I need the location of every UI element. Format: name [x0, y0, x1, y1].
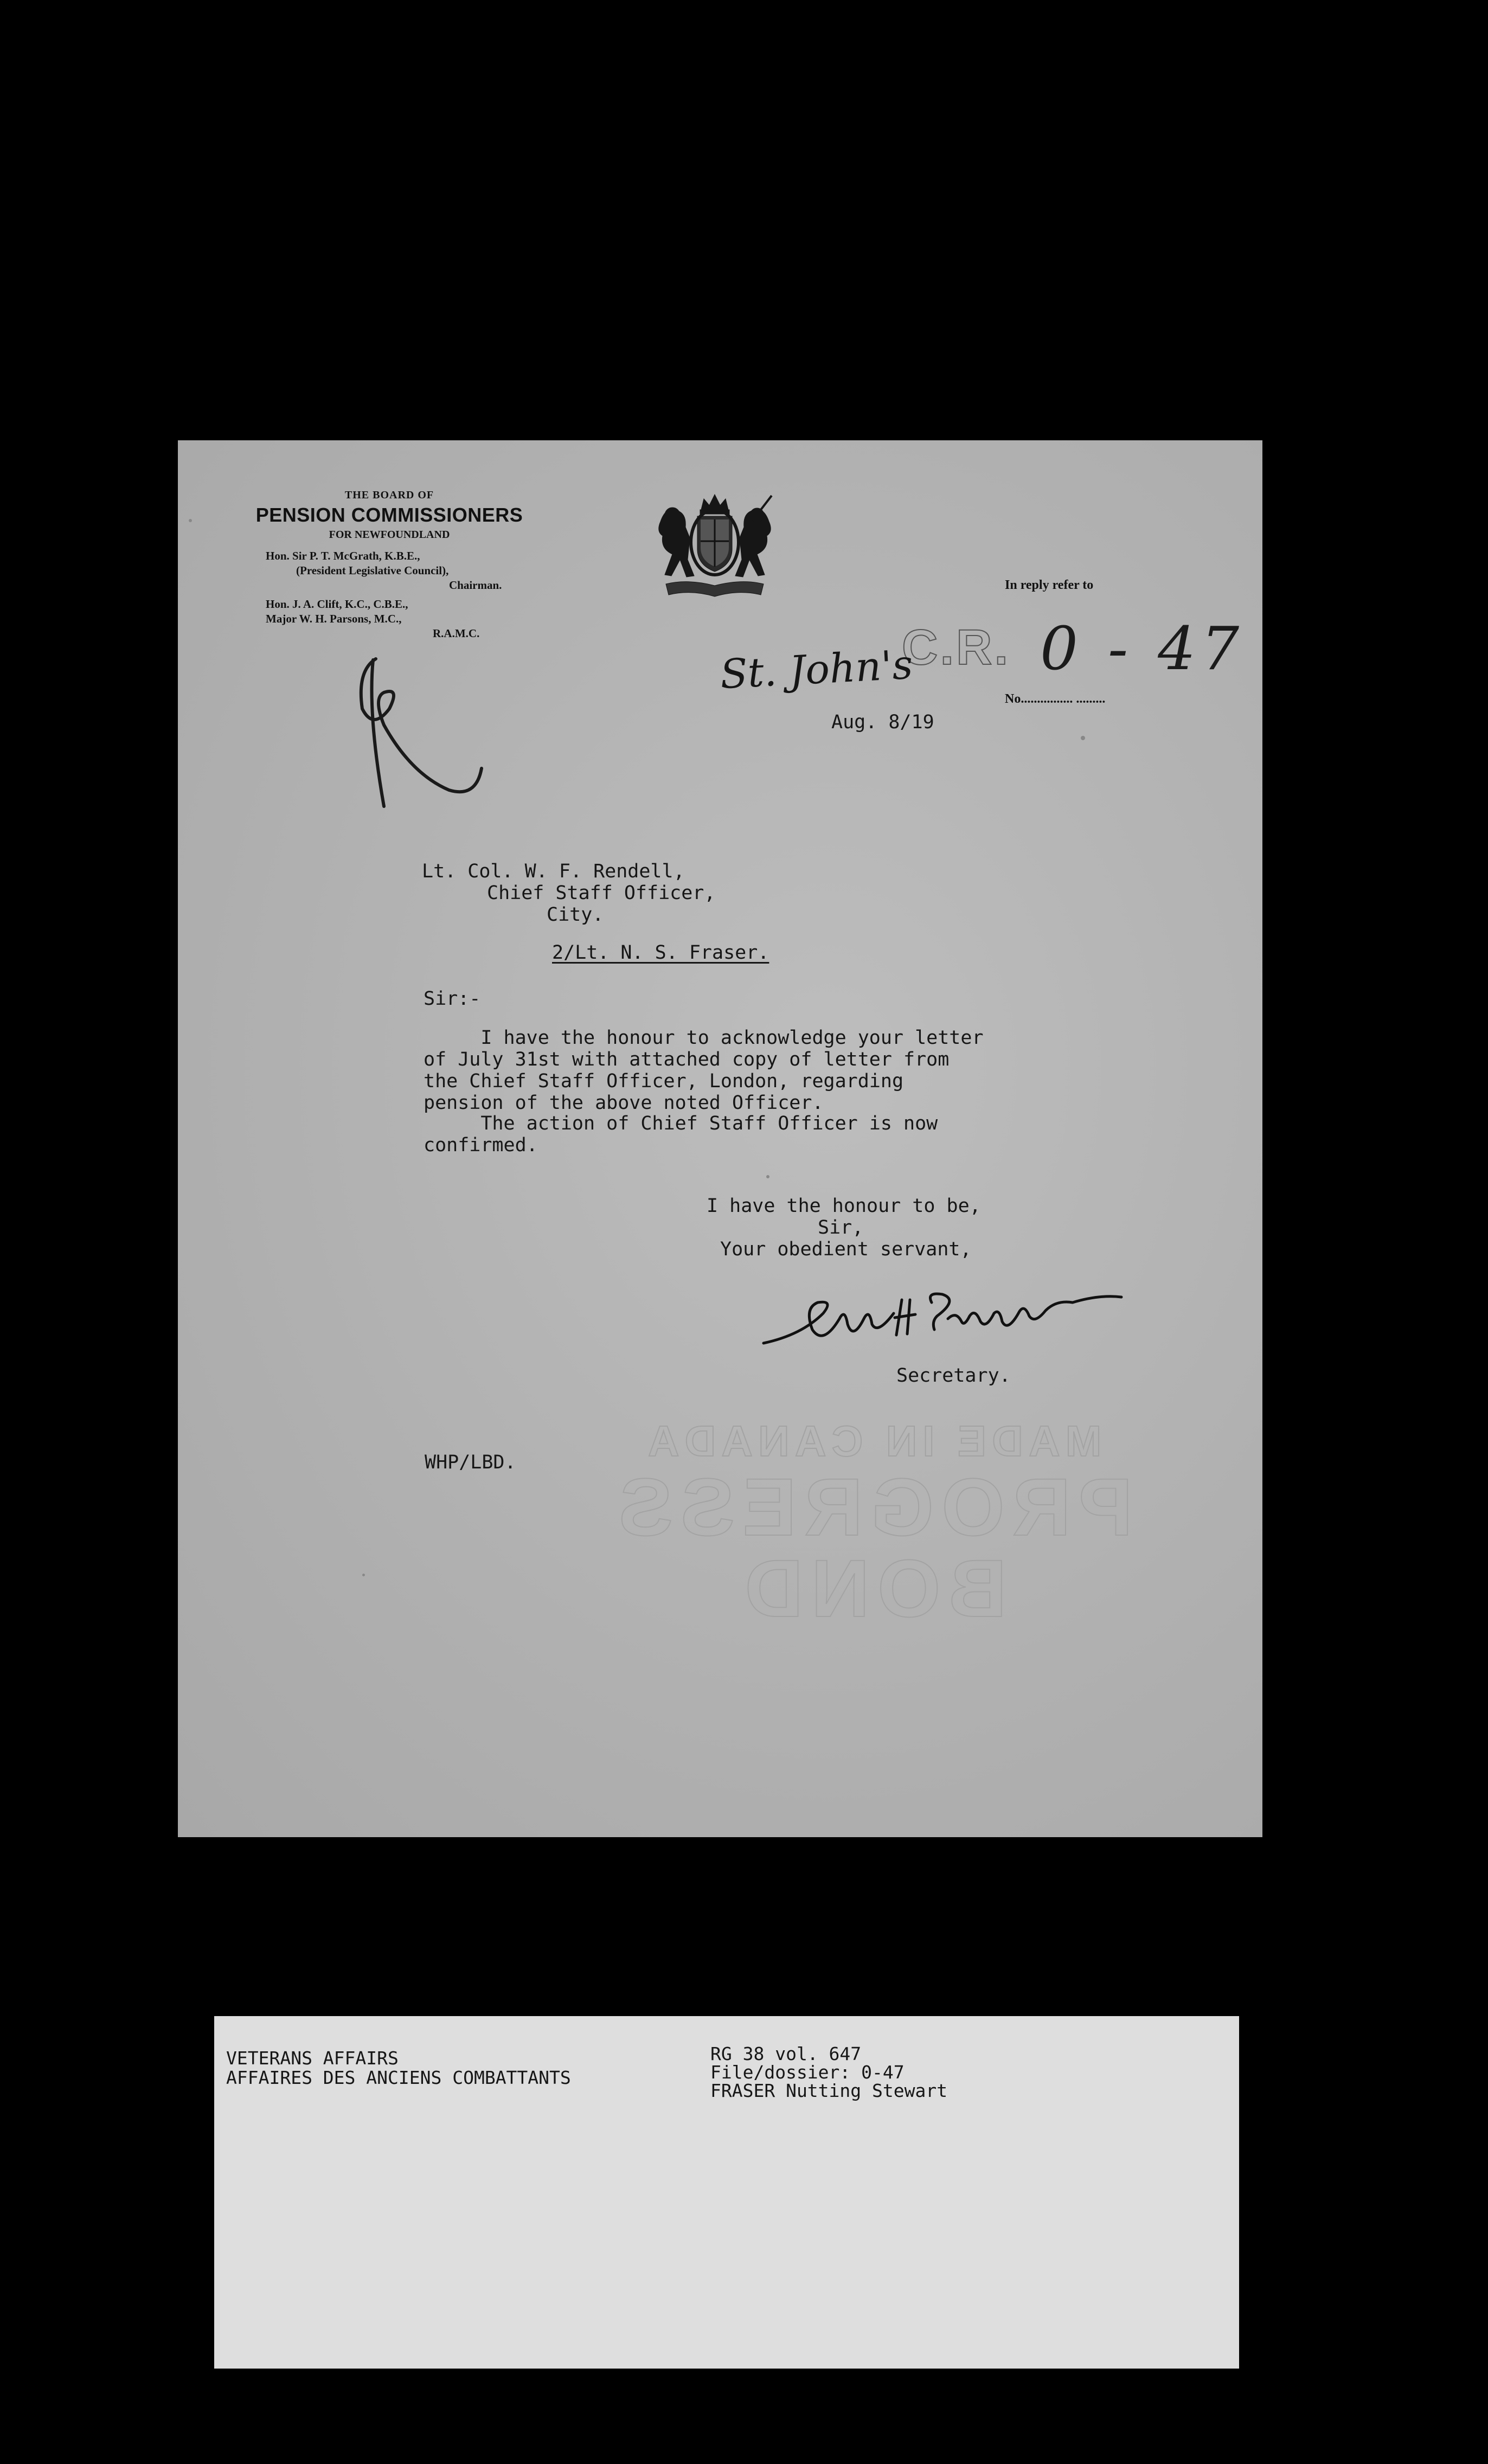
card-department: VETERANS AFFAIRS — [226, 2048, 399, 2069]
letterhead-member: R.A.M.C. — [433, 627, 480, 640]
letter-sheet — [178, 440, 1262, 1837]
paper-speck — [189, 519, 192, 522]
paper-watermark — [482, 1416, 1262, 1634]
card-reference: File/dossier: 0-47 — [710, 2062, 905, 2083]
letter-subject: 2/Lt. N. S. Fraser. — [552, 942, 769, 964]
letter-paragraph: The action of Chief Staff Officer is now confirmed. — [424, 1113, 938, 1156]
reference-initials: WHP/LBD. — [425, 1452, 516, 1473]
paper-speck — [1081, 736, 1085, 740]
letterhead-member: Major W. H. Parsons, M.C., — [266, 612, 402, 625]
cr-stamp: C.R. — [902, 620, 1010, 675]
archive-reference-card — [214, 2016, 1239, 2369]
handwritten-signature — [753, 1270, 1132, 1351]
letterhead-member: Hon. Sir P. T. McGrath, K.B.E., — [266, 549, 420, 562]
paper-speck — [766, 1175, 769, 1178]
watermark-line: MADE IN CANADA — [642, 1417, 1102, 1465]
letter-paragraph: I have the honour to acknowledge your letter of July 31st with attached copy of letter from the Chief Staff Officer, London, regarding pension of the above noted Officer. — [424, 1027, 984, 1114]
closing-line: Your obedient servant, — [720, 1239, 972, 1260]
letterhead — [254, 489, 525, 641]
card-reference: RG 38 vol. 647 — [710, 2043, 862, 2064]
recipient-line: Lt. Col. W. F. Rendell, — [422, 861, 685, 882]
letter-salutation: Sir:- — [424, 988, 481, 1010]
closing-line: Sir, — [818, 1217, 864, 1239]
watermark-line: PROGRESS BOND — [611, 1461, 1133, 1634]
handwritten-initial-mark — [351, 649, 492, 812]
letter-date: Aug. 8/19 — [831, 711, 934, 733]
card-department: AFFAIRES DES ANCIENS COMBATTANTS — [226, 2067, 571, 2088]
letterhead-board-line: THE BOARD OF — [344, 489, 434, 501]
reply-number-field: No................ ......... — [1005, 692, 1106, 706]
handwritten-place: St. John's — [719, 641, 914, 698]
paper-speck — [362, 1574, 365, 1576]
signatory-title: Secretary. — [896, 1365, 1011, 1387]
reply-refer-label: In reply refer to — [1005, 578, 1094, 592]
recipient-line: Chief Staff Officer, — [487, 882, 716, 904]
closing-line: I have the honour to be, — [707, 1195, 981, 1217]
coat-of-arms-icon — [644, 489, 785, 603]
letterhead-for-line: FOR NEWFOUNDLAND — [329, 529, 450, 541]
letterhead-member: (President Legislative Council), — [296, 564, 449, 577]
letterhead-member: Hon. J. A. Clift, K.C., C.B.E., — [266, 598, 408, 611]
handwritten-file-number: 0 - 47 — [1040, 614, 1245, 683]
recipient-line: City. — [547, 904, 604, 926]
letterhead-name: PENSION COMMISSIONERS — [255, 504, 523, 526]
letterhead-member: Chairman. — [449, 579, 502, 592]
card-reference: FRASER Nutting Stewart — [710, 2080, 948, 2101]
